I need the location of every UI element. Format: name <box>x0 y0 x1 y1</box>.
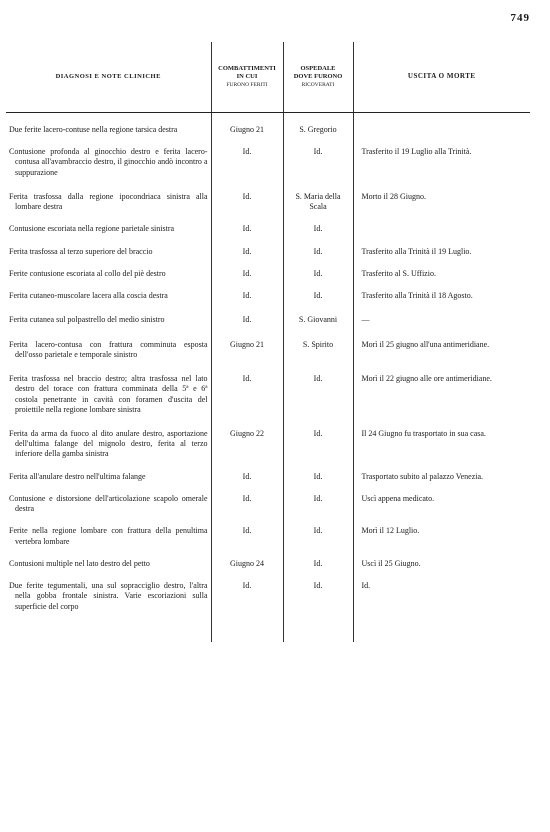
cell-diagnosis <box>6 147 211 178</box>
outcome-text: Trasferito alla Trinità il 18 Agosto. <box>361 291 473 301</box>
table-tail <box>6 612 530 642</box>
cell-battle-date: Id. <box>211 224 283 234</box>
cell-hospital: Id. <box>283 247 353 257</box>
cell-diagnosis <box>6 224 211 234</box>
cell-hospital: Id. <box>283 494 353 514</box>
row-spacer <box>6 360 530 374</box>
cell-diagnosis <box>6 340 211 360</box>
cell-outcome <box>353 340 530 360</box>
row-spacer <box>6 460 530 472</box>
cell-outcome <box>353 147 530 178</box>
cell-battle-date: Id. <box>211 315 283 325</box>
cell-battle-date: Giugno 22 <box>211 429 283 460</box>
cell-hospital: S. Gregorio <box>283 125 353 135</box>
cell-diagnosis <box>6 559 211 569</box>
cell-battle-date: Id. <box>211 291 283 301</box>
table-row <box>6 269 530 279</box>
cell-hospital: Id. <box>283 224 353 234</box>
diagnosis-text: Ferita trasfossa nel braccio destro; altra trasfossa nel lato destro del torace con frattura comminata della 5ª e 6ª costola penetrante in cavità con foramen d'uscita del proiettile nella regione lombare sinistra <box>9 374 208 414</box>
row-spacer <box>6 514 530 526</box>
diagnosis-text: Ferita cutanea sul polpastrello del medio sinistro <box>9 315 165 325</box>
cell-battle-date: Id. <box>211 472 283 482</box>
table-row <box>6 429 530 460</box>
cell-battle-date: Giugno 21 <box>211 125 283 135</box>
row-spacer <box>6 482 530 494</box>
row-spacer <box>6 569 530 581</box>
header-diagnosis: DIAGNOSI E NOTE CLINICHE <box>6 42 211 113</box>
cell-diagnosis <box>6 269 211 279</box>
cell-battle-date: Id. <box>211 247 283 257</box>
cell-battle-date: Id. <box>211 192 283 212</box>
outcome-text: Morì il 25 giugno all'una antimeridiane. <box>361 339 490 349</box>
row-spacer <box>6 113 530 126</box>
cell-hospital: S. Giovanni <box>283 315 353 325</box>
cell-hospital: Id. <box>283 291 353 301</box>
diagnosis-text: Ferite contusione escoriata al collo del piè destro <box>9 268 166 278</box>
table-row <box>6 559 530 569</box>
cell-hospital: Id. <box>283 429 353 460</box>
table-row <box>6 125 530 135</box>
diagnosis-text: Ferite nella regione lombare con frattura della penultima vertebra lombare <box>9 526 208 546</box>
row-spacer <box>6 301 530 315</box>
header-battle-sub: FURONO FERITI <box>226 82 268 89</box>
cell-hospital: S. Spirito <box>283 340 353 360</box>
cell-battle-date: Id. <box>211 374 283 415</box>
cell-diagnosis <box>6 581 211 612</box>
cell-diagnosis <box>6 247 211 257</box>
header-battle <box>211 42 283 113</box>
cell-hospital: S. Maria della Scala <box>283 192 353 212</box>
cell-diagnosis <box>6 315 211 325</box>
cell-diagnosis <box>6 192 211 212</box>
row-spacer <box>6 415 530 429</box>
diagnosis-text: Contusione e distorsione dell'articolazione scapolo omerale destra <box>9 493 208 514</box>
table-row <box>6 291 530 301</box>
outcome-text: Il 24 Giugno fu trasportato in sua casa. <box>361 428 486 438</box>
cell-hospital: Id. <box>283 559 353 569</box>
cell-diagnosis <box>6 526 211 546</box>
cell-hospital: Id. <box>283 269 353 279</box>
row-spacer <box>6 135 530 147</box>
cell-outcome <box>353 125 530 135</box>
casualty-register-table <box>6 42 530 642</box>
cell-diagnosis <box>6 291 211 301</box>
cell-diagnosis <box>6 472 211 482</box>
table-row <box>6 224 530 234</box>
cell-outcome <box>353 269 530 279</box>
outcome-text: Morì il 12 Luglio. <box>361 526 420 536</box>
header-battle-main: COMBATTIMENTI <box>218 64 276 72</box>
table-row <box>6 526 530 546</box>
cell-outcome <box>353 526 530 546</box>
outcome-text: Morto il 28 Giugno. <box>361 191 426 201</box>
cell-outcome <box>353 247 530 257</box>
cell-battle-date: Id. <box>211 269 283 279</box>
diagnosis-text: Ferita da arma da fuoco al dito anulare destro, asportazione dell'ultima falange del mignolo destro, ferita al terzo inferiore della gamba sinistra <box>9 428 208 459</box>
cell-diagnosis <box>6 125 211 135</box>
cell-outcome <box>353 559 530 569</box>
header-battle-mid: IN CUI <box>236 73 258 81</box>
cell-outcome <box>353 224 530 234</box>
row-spacer <box>6 547 530 559</box>
diagnosis-text: Ferita trasfossa al terzo superiore del braccio <box>9 246 153 256</box>
diagnosis-text: Due ferite lacero-contuse nella regione tarsica destra <box>9 125 178 134</box>
row-spacer <box>6 326 530 340</box>
table-header-row <box>6 42 530 113</box>
cell-outcome <box>353 192 530 212</box>
header-hospital-sub: RICOVERATI <box>301 82 335 89</box>
cell-battle-date: Id. <box>211 494 283 514</box>
table-row <box>6 374 530 415</box>
diagnosis-text: Contusioni multiple nel lato destro del petto <box>9 558 150 568</box>
cell-outcome <box>353 429 530 460</box>
table-row <box>6 340 530 360</box>
diagnosis-text: Ferita trasfossa dalla regione ipocondriaca sinistra alla lombare destra <box>9 191 208 212</box>
diagnosis-text: Ferita all'anulare destro nell'ultima falange <box>9 471 146 481</box>
row-spacer <box>6 235 530 247</box>
table-row <box>6 247 530 257</box>
table-row <box>6 147 530 178</box>
outcome-text: Trasferito alla Trinità il 19 Luglio. <box>361 246 472 256</box>
cell-battle-date: Id. <box>211 526 283 546</box>
cell-hospital: Id. <box>283 472 353 482</box>
cell-hospital: Id. <box>283 374 353 415</box>
cell-diagnosis <box>6 494 211 514</box>
diagnosis-text: Ferita lacero-contusa con frattura comminuta esposta dell'osso parietale e temporale sinistro <box>9 339 208 359</box>
cell-hospital: Id. <box>283 147 353 178</box>
table-row <box>6 315 530 325</box>
cell-outcome <box>353 315 530 325</box>
outcome-text: — <box>361 315 370 325</box>
row-spacer <box>6 279 530 291</box>
table-row <box>6 581 530 612</box>
cell-outcome <box>353 581 530 612</box>
diagnosis-text: Ferita cutaneo-muscolare lacera alla coscia destra <box>9 291 168 301</box>
diagnosis-text: Contusione profonda al ginocchio destro e ferita lacero-contusa all'avambraccio destro, il ginocchio andò incontro a suppurazione <box>9 147 208 177</box>
cell-diagnosis <box>6 374 211 415</box>
cell-battle-date: Id. <box>211 581 283 612</box>
cell-outcome <box>353 472 530 482</box>
cell-battle-date: Giugno 21 <box>211 340 283 360</box>
diagnosis-text: Due ferite tegumentali, una sul sopracciglio destro, l'altra nella gobba frontale sinistra. Varie escoriazioni sulla superficie del corpo <box>9 581 208 611</box>
table-body <box>6 113 530 642</box>
outcome-text: Uscì il 25 Giugno. <box>361 558 421 568</box>
header-hospital-mid: DOVE FURONO <box>293 73 343 81</box>
outcome-text: Trasportato subito al palazzo Venezia. <box>361 471 484 481</box>
cell-hospital: Id. <box>283 581 353 612</box>
table-row <box>6 472 530 482</box>
header-hospital-main: OSPEDALE <box>300 64 336 72</box>
row-spacer <box>6 257 530 269</box>
outcome-text: Trasferito il 19 Luglio alla Trinità. <box>361 147 472 157</box>
outcome-text: Morì il 22 giugno alle ore antimeridiane. <box>361 374 492 384</box>
outcome-text: Uscì appena medicato. <box>361 493 435 503</box>
table-row <box>6 192 530 212</box>
cell-battle-date: Giugno 24 <box>211 559 283 569</box>
header-outcome: USCITA O MORTE <box>353 42 530 113</box>
cell-hospital: Id. <box>283 526 353 546</box>
outcome-text: Trasferito al S. Uffizio. <box>361 268 436 278</box>
diagnosis-text: Contusione escoriata nella regione parietale sinistra <box>9 224 175 234</box>
row-spacer <box>6 178 530 192</box>
cell-outcome <box>353 291 530 301</box>
table-row <box>6 494 530 514</box>
cell-diagnosis <box>6 429 211 460</box>
cell-battle-date: Id. <box>211 147 283 178</box>
outcome-text: Id. <box>361 581 371 591</box>
header-hospital <box>283 42 353 113</box>
cell-outcome <box>353 374 530 415</box>
page-number: 749 <box>510 12 530 24</box>
row-spacer <box>6 212 530 224</box>
cell-outcome <box>353 494 530 514</box>
